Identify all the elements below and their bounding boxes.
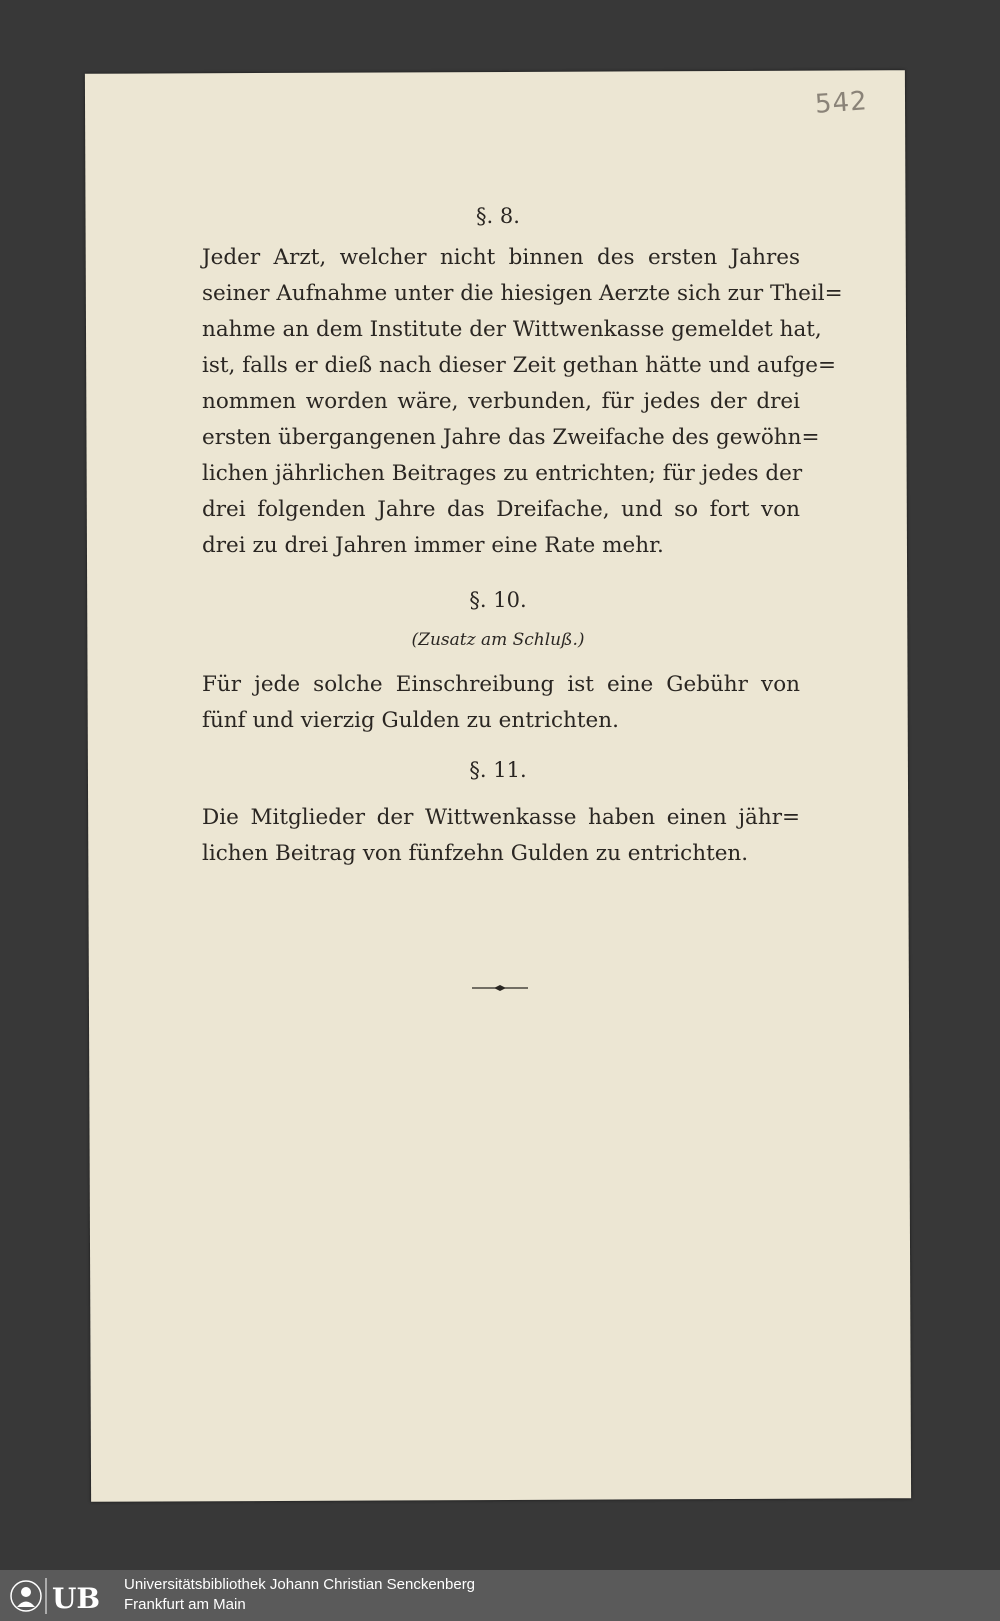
library-footer: [0, 1570, 1000, 1621]
text-line: nahme an dem Institute der Wittwenkasse gemeldet hat,: [202, 317, 822, 342]
footer-text: [124, 1575, 475, 1615]
paragraph-section-10: [202, 667, 800, 739]
text-line: Jeder Arzt, welcher nicht binnen des ersten Jahres: [202, 245, 800, 270]
section-note: (Zusatz am Schluß.): [411, 630, 585, 650]
ub-logo-text: UB: [52, 1582, 101, 1615]
paragraph-section-8: [202, 240, 843, 564]
ub-logo-icon: [6, 1574, 116, 1617]
section-heading-10: §. 10.: [469, 588, 527, 612]
text-line: Die Mitglieder der Wittwenkasse haben einen jähr=: [202, 805, 800, 830]
text-line: seiner Aufnahme unter die hiesigen Aerzte sich zur Theil=: [202, 281, 843, 306]
text-line: drei zu drei Jahren immer eine Rate mehr.: [202, 533, 664, 558]
page-number: 542: [814, 86, 869, 120]
text-line: lichen Beitrag von fünfzehn Gulden zu entrichten.: [202, 841, 749, 866]
section-heading-8: §. 8.: [476, 204, 520, 228]
institution-city: Frankfurt am Main: [124, 1596, 246, 1613]
text-line: drei folgenden Jahre das Dreifache, und so fort von: [202, 497, 800, 522]
paragraph-section-11: [202, 800, 800, 872]
text-line: ist, falls er dieß nach dieser Zeit gethan hätte und aufge=: [202, 353, 837, 378]
text-line: Für jede solche Einschreibung ist eine Gebühr von: [202, 672, 800, 697]
text-line: nommen worden wäre, verbunden, für jedes der drei: [202, 389, 800, 414]
text-line: lichen jährlichen Beitrages zu entrichten; für jedes der: [202, 461, 803, 486]
text-line: ersten übergangenen Jahre das Zweifache des gewöhn=: [202, 425, 820, 450]
ornament-divider: [472, 984, 528, 992]
section-heading-11: §. 11.: [469, 758, 527, 782]
text-line: fünf und vierzig Gulden zu entrichten.: [202, 708, 619, 733]
institution-name: Universitätsbibliothek Johann Christian Senckenberg: [124, 1576, 476, 1593]
